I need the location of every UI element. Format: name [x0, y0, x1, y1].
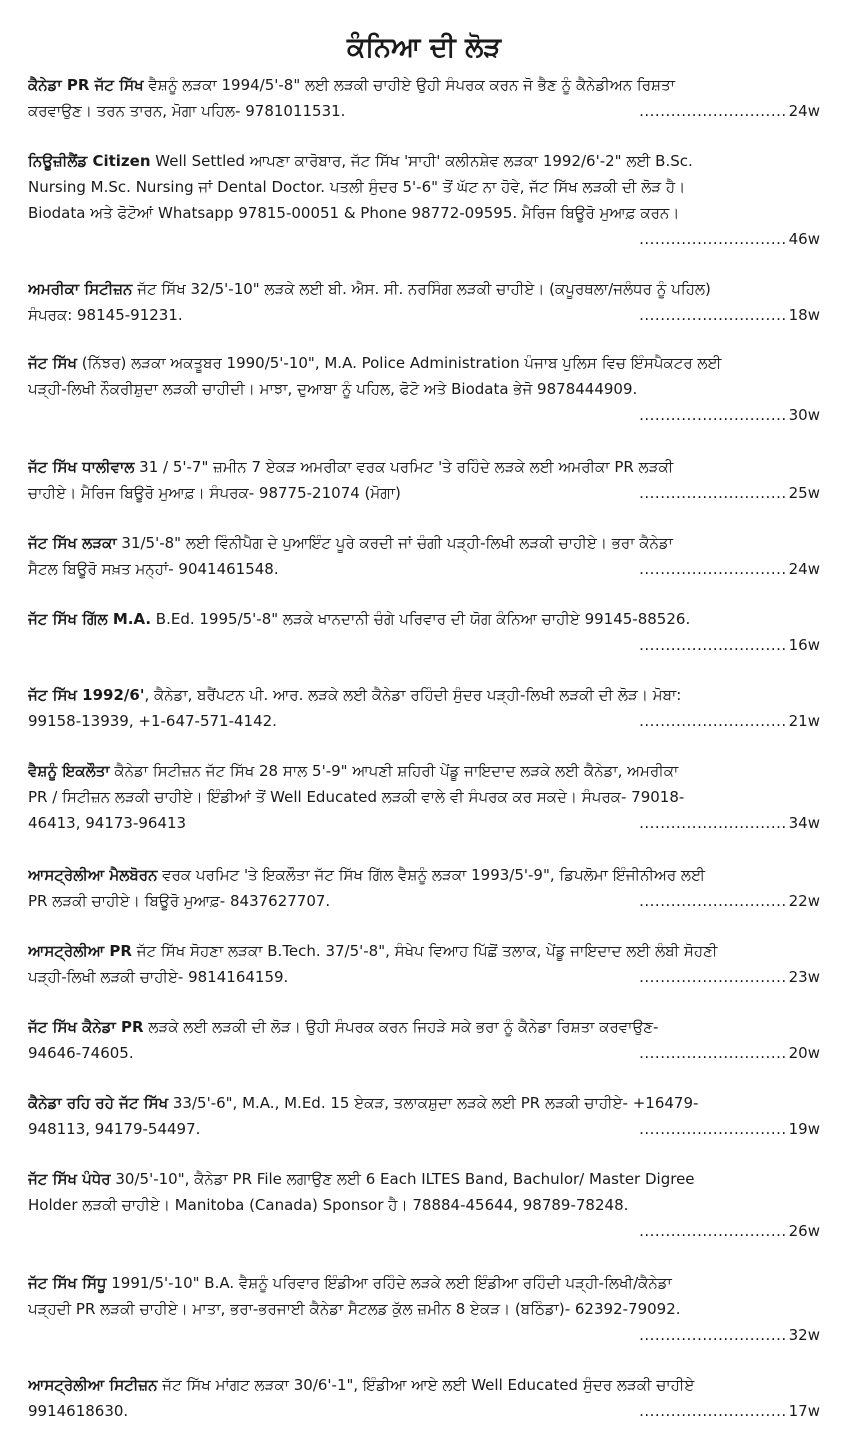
listing-code-value: 25w [788, 484, 820, 502]
listing-text: 30/5'-10", ਕੈਨੇਡਾ PR File ਲਗਾਉਣ ਲਈ 6 Each ILTES Band, Bachulor/ Master Digree [110, 1170, 695, 1188]
dot-leader: ............................ [639, 230, 787, 248]
listing-code [28, 1322, 820, 1348]
listing-last-line [28, 1116, 820, 1142]
listing-text: 33/5'-6", M.A., M.Ed. 15 ਏਕੜ, ਤਲਾਕਸ਼ੁਦਾ ਲੜਕੇ ਲਈ PR ਲੜਕੀ ਚਾਹੀਏ- +16479- [168, 1094, 699, 1112]
listing-first-line [28, 350, 820, 376]
listing-text: 99158-13939, +1-647-571-4142. [28, 712, 277, 730]
listing-code-value: 34w [788, 814, 820, 832]
dot-leader: ............................ [639, 560, 787, 578]
listing-code [639, 1398, 820, 1424]
listing-text: ਵੈਸ਼ਨੂੰ ਲੜਕਾ 1994/5'-8" ਲਈ ਲੜਕੀ ਚਾਹੀਏ ਉਹੀ ਸੰਪਰਕ ਕਰਨ ਜੋ ਭੈਣ ਨੂੰ ਕੈਨੇਡੀਅਨ ਰਿਸ਼ਤਾ [143, 76, 675, 94]
listing-first-line [28, 1166, 820, 1192]
dot-leader: ............................ [639, 712, 787, 730]
listing-first-line [28, 938, 820, 964]
listing-first-line [28, 276, 820, 302]
listing-text: 31/5'-8" ਲਈ ਵਿੰਨੀਪੈਗ ਦੇ ਪੁਆਇੰਟ ਪੂਰੇ ਕਰਦੀ ਜਾਂ ਚੰਗੀ ਪੜ੍ਹੀ-ਲਿਖੀ ਲੜਕੀ ਚਾਹੀਏ। ਭਰਾ ਕੈਨੇਡਾ [116, 534, 673, 552]
listing [28, 1372, 820, 1424]
listing-lead: ਜੱਟ ਸਿੱਖ ਗਿੱਲ M.A. [28, 610, 152, 628]
listing-text: PR ਲੜਕੀ ਚਾਹੀਏ। ਬਿਊਰੋ ਮੁਆਫ਼- 8437627707. [28, 892, 331, 910]
listing-last-line [28, 810, 820, 836]
listing-code [639, 480, 820, 506]
listing [28, 862, 820, 914]
listing [28, 1090, 820, 1142]
listing [28, 350, 820, 428]
listing-text: ਚਾਹੀਏ। ਮੈਰਿਜ ਬਿਊਰੋ ਮੁਆਫ਼। ਸੰਪਰਕ- 98775-21074 (ਮੋਗਾ) [28, 484, 401, 502]
listing-first-line [28, 682, 820, 708]
dot-leader: ............................ [639, 892, 787, 910]
dot-leader: ............................ [639, 1044, 787, 1062]
listing [28, 1270, 820, 1348]
listing-text: Well Settled ਆਪਣਾ ਕਾਰੋਬਾਰ, ਜੱਟ ਸਿੱਖ 'ਸਾਹੀ' ਕਲੀਨਸ਼ੇਵ ਲੜਕਾ 1992/6'-2" ਲਈ B.Sc. [150, 152, 693, 170]
listing-code [639, 964, 820, 990]
listing-text: Nursing M.Sc. Nursing ਜਾਂ Dental Doctor. ਪਤਲੀ ਸੁੰਦਰ 5'-6" ਤੋਂ ਘੱਟ ਨਾ ਹੋਵੇ, ਜੱਟ ਸਿੱਖ ਲੜਕੀ ਦੀ ਲੋੜ ਹੈ। [28, 178, 686, 196]
listing-text: ਸੰਪਰਕ: 98145-91231. [28, 306, 183, 324]
listing [28, 1166, 820, 1244]
listing-last-line [28, 302, 820, 328]
listing-code-value: 19w [788, 1120, 820, 1138]
dot-leader: ............................ [639, 306, 787, 324]
listing-code [639, 888, 820, 914]
listing-code [28, 1218, 820, 1244]
listing-text: 94646-74605. [28, 1044, 134, 1062]
listing-code-value: 26w [788, 1222, 820, 1240]
listing-text: ਕੈਨੇਡਾ ਸਿਟੀਜ਼ਨ ਜੱਟ ਸਿੱਖ 28 ਸਾਲ 5'-9" ਆਪਣੀ ਸ਼ਹਿਰੀ ਪੇਂਡੂ ਜਾਇਦਾਦ ਲੜਕੇ ਲਈ ਕੈਨੇਡਾ, ਅਮਰੀਕਾ [109, 762, 679, 780]
listing-code-value: 30w [788, 406, 820, 424]
listing-lead: ਅਮਰੀਕਾ ਸਿਟੀਜ਼ਨ [28, 280, 133, 298]
listing-last-line [28, 556, 820, 582]
listing [28, 148, 820, 252]
listing-code-value: 23w [788, 968, 820, 986]
listing-text: 1991/5'-10" B.A. ਵੈਸ਼ਨੂੰ ਪਰਿਵਾਰ ਇੰਡੀਆ ਰਹਿੰਦੇ ਲੜਕੇ ਲਈ ਇੰਡੀਆ ਰਹਿੰਦੀ ਪੜ੍ਹੀ-ਲਿਖੀ/ਕੈਨੇਡਾ [106, 1274, 672, 1292]
listing [28, 938, 820, 990]
listing [28, 1014, 820, 1066]
listing-first-line [28, 1014, 820, 1040]
dot-leader: ............................ [639, 1222, 787, 1240]
dot-leader: ............................ [639, 636, 787, 654]
listing-text: ਪੜ੍ਹੀ-ਲਿਖੀ ਨੌਕਰੀਸ਼ੁਦਾ ਲੜਕੀ ਚਾਹੀਦੀ। ਮਾਝਾ, ਦੁਆਬਾ ਨੂੰ ਪਹਿਲ, ਫੋਟੋ ਅਤੇ Biodata ਭੇਜੋ 9878444909. [28, 380, 638, 398]
listing-line [28, 784, 820, 810]
listing [28, 606, 820, 658]
listing-code [639, 1116, 820, 1142]
listing-lead: ਜੱਟ ਸਿੱਖ ਲੜਕਾ [28, 534, 117, 552]
listing-text: 948113, 94179-54497. [28, 1120, 201, 1138]
listing-code [28, 632, 820, 658]
listing-code-value: 46w [788, 230, 820, 248]
listing-code [639, 556, 820, 582]
listing-text: PR / ਸਿਟੀਜ਼ਨ ਲੜਕੀ ਚਾਹੀਏ। ਇੰਡੀਆਂ ਤੋਂ Well Educated ਲੜਕੀ ਵਾਲੇ ਵੀ ਸੰਪਰਕ ਕਰ ਸਕਦੇ। ਸੰਪਰਕ- 79018- [28, 788, 685, 806]
listing-code-value: 18w [788, 306, 820, 324]
listing-lead: ਜੱਟ ਸਿੱਖ ਸਿੱਧੂ [28, 1274, 107, 1292]
listing-text: Biodata ਅਤੇ ਫੋਟੋਆਂ Whatsapp 97815-00051 & Phone 98772-09595. ਮੈਰਿਜ ਬਿਊਰੋ ਮੁਆਫ਼ ਕਰਨ। [28, 204, 680, 222]
page-title: ਕੰਨਿਆ ਦੀ ਲੋੜ [346, 32, 502, 63]
listing-first-line [28, 530, 820, 556]
listing [28, 682, 820, 734]
listing-code [639, 708, 820, 734]
listing-code-value: 22w [788, 892, 820, 910]
listing-text: Holder ਲੜਕੀ ਚਾਹੀਏ। Manitoba (Canada) Sponsor ਹੈ। 78884-45644, 98789-78248. [28, 1196, 629, 1214]
listing-code-value: 21w [788, 712, 820, 730]
listing-code [639, 302, 820, 328]
listing-code [28, 402, 820, 428]
dot-leader: ............................ [639, 1120, 787, 1138]
listing-text: 9914618630. [28, 1402, 129, 1420]
listing-code-value: 20w [788, 1044, 820, 1062]
listing-lead: ਜੱਟ ਸਿੱਖ 1992/6' [28, 686, 145, 704]
listing-code-value: 24w [788, 560, 820, 578]
listing-text: ਵਰਕ ਪਰਮਿਟ 'ਤੇ ਇਕਲੌਤਾ ਜੱਟ ਸਿੱਖ ਗਿੱਲ ਵੈਸ਼ਨੂੰ ਲੜਕਾ 1993/5'-9", ਡਿਪਲੋਮਾ ਇੰਜੀਨੀਅਰ ਲਈ [157, 866, 705, 884]
listing-lead: ਜੱਟ ਸਿੱਖ ਧਾਲੀਵਾਲ [28, 458, 135, 476]
listing-last-line [28, 1040, 820, 1066]
listing-lead: ਕੈਨੇਡਾ ਰਹਿ ਰਹੇ ਜੱਟ ਸਿੱਖ [28, 1094, 169, 1112]
listing-code-value: 16w [788, 636, 820, 654]
listing-last-line [28, 480, 820, 506]
listing-first-line [28, 1270, 820, 1296]
dot-leader: ............................ [639, 814, 787, 832]
listing-code-value: 32w [788, 1326, 820, 1344]
dot-leader: ............................ [639, 1326, 787, 1344]
listing-code-value: 24w [788, 102, 820, 120]
listing-text: B.Ed. 1995/5'-8" ਲੜਕੇ ਖਾਨਦਾਨੀ ਚੰਗੇ ਪਰਿਵਾਰ ਦੀ ਯੋਗ ਕੰਨਿਆ ਚਾਹੀਏ 99145-88526. [151, 610, 691, 628]
listing-lead: ਆਸਟ੍ਰੇਲੀਆ PR [28, 942, 132, 960]
listing-line [28, 376, 820, 402]
listing-text: ਜੱਟ ਸਿੱਖ 32/5'-10" ਲੜਕੇ ਲਈ ਬੀ. ਐਸ. ਸੀ. ਨਰਸਿੰਗ ਲੜਕੀ ਚਾਹੀਏ। (ਕਪੂਰਥਲਾ/ਜਲੰਧਰ ਨੂੰ ਪਹਿਲ) [132, 280, 711, 298]
listing-last-line [28, 708, 820, 734]
listing-lead: ਆਸਟ੍ਰੇਲੀਆ ਮੈਲਬੋਰਨ [28, 866, 158, 884]
dot-leader: ............................ [639, 968, 787, 986]
listing [28, 72, 820, 124]
listing-first-line [28, 148, 820, 174]
listing [28, 530, 820, 582]
listing-lead: ਕੈਨੇਡਾ PR ਜੱਟ ਸਿੱਖ [28, 76, 144, 94]
listing-text: ਲੜਕੇ ਲਈ ਲੜਕੀ ਦੀ ਲੋੜ। ਉਹੀ ਸੰਪਰਕ ਕਰਨ ਜਿਹੜੇ ਸਕੇ ਭਰਾ ਨੂੰ ਕੈਨੇਡਾ ਰਿਸ਼ਤਾ ਕਰਵਾਉਣ- [143, 1018, 659, 1036]
listing-text: ਪੜ੍ਹੀ-ਲਿਖੀ ਲੜਕੀ ਚਾਹੀਏ- 9814164159. [28, 968, 289, 986]
listing [28, 454, 820, 506]
listing-lead: ਜੱਟ ਸਿੱਖ ਪੰਧੇਰ [28, 1170, 111, 1188]
listing-line [28, 200, 820, 226]
listing-lead: ਆਸਟ੍ਰੇਲੀਆ ਸਿਟੀਜ਼ਨ [28, 1376, 158, 1394]
listing-code [639, 810, 820, 836]
listing-first-line [28, 1372, 820, 1398]
listing-lead: ਨਿਊਜ਼ੀਲੈਂਡ Citizen [28, 152, 151, 170]
listing-text: ਸੈਟਲ ਬਿਊਰੋ ਸਖ਼ਤ ਮਨ੍ਹਾਂ- 9041461548. [28, 560, 279, 578]
listing [28, 758, 820, 836]
listing-last-line [28, 98, 820, 124]
dot-leader: ............................ [639, 1402, 787, 1420]
listing [28, 276, 820, 328]
listing-last-line [28, 1398, 820, 1424]
listing-first-line [28, 606, 820, 632]
listing-first-line [28, 758, 820, 784]
dot-leader: ............................ [639, 102, 787, 120]
listing-code [28, 226, 820, 252]
listing-first-line [28, 862, 820, 888]
listing-code-value: 17w [788, 1402, 820, 1420]
listing-text: ਜੱਟ ਸਿੱਖ ਮਾਂਗਟ ਲੜਕਾ 30/6'-1", ਇੰਡੀਆ ਆਏ ਲਈ Well Educated ਸੁੰਦਰ ਲੜਕੀ ਚਾਹੀਏ [157, 1376, 695, 1394]
listing-lead: ਜੱਟ ਸਿੱਖ [28, 354, 77, 372]
listing-last-line [28, 964, 820, 990]
listing-text: (ਨਿੱਝਰ) ਲੜਕਾ ਅਕਤੂਬਰ 1990/5'-10", M.A. Police Administration ਪੰਜਾਬ ਪੁਲਿਸ ਵਿਚ ਇੰਸਪੈਕਟਰ ਲਈ [76, 354, 722, 372]
listing-text: 46413, 94173-96413 [28, 814, 187, 832]
listing-text: ਪੜ੍ਹਦੀ PR ਲੜਕੀ ਚਾਹੀਏ। ਮਾਤਾ, ਭਰਾ-ਭਰਜਾਈ ਕੈਨੇਡਾ ਸੈਟਲਡ ਕੁੱਲ ਜ਼ਮੀਨ 8 ਏਕੜ। (ਬਠਿੰਡਾ)- 62392-79092. [28, 1300, 681, 1318]
listing-last-line [28, 888, 820, 914]
listing-code [639, 98, 820, 124]
listing-code [639, 1040, 820, 1066]
listing-lead: ਜੱਟ ਸਿੱਖ ਕੈਨੇਡਾ PR [28, 1018, 144, 1036]
listing-first-line [28, 72, 820, 98]
listing-text: ਕਰਵਾਉਣ। ਤਰਨ ਤਾਰਨ, ਮੋਗਾ ਪਹਿਲ- 9781011531. [28, 102, 346, 120]
dot-leader: ............................ [639, 406, 787, 424]
listing-line [28, 1296, 820, 1322]
listing-line [28, 1192, 820, 1218]
listing-text: 31 / 5'-7" ਜ਼ਮੀਨ 7 ਏਕੜ ਅਮਰੀਕਾ ਵਰਕ ਪਰਮਿਟ 'ਤੇ ਰਹਿੰਦੇ ਲੜਕੇ ਲਈ ਅਮਰੀਕਾ PR ਲੜਕੀ [134, 458, 674, 476]
dot-leader: ............................ [639, 484, 787, 502]
listing-first-line [28, 1090, 820, 1116]
listing-first-line [28, 454, 820, 480]
listing-text: , ਕੈਨੇਡਾ, ਬਰੈਂਪਟਨ ਪੀ. ਆਰ. ਲੜਕੇ ਲਈ ਕੈਨੇਡਾ ਰਹਿੰਦੀ ਸੁੰਦਰ ਪੜ੍ਹੀ-ਲਿਖੀ ਲੜਕੀ ਦੀ ਲੋੜ। ਮੋਬਾ: [144, 686, 682, 704]
listing-text: ਜੱਟ ਸਿੱਖ ਸੋਹਣਾ ਲੜਕਾ B.Tech. 37/5'-8", ਸੰਖੇਪ ਵਿਆਹ ਪਿੱਛੋਂ ਤਲਾਕ, ਪੇਂਡੂ ਜਾਇਦਾਦ ਲਈ ਲੰਬੀ ਸੋਹਣੀ [131, 942, 718, 960]
listing-lead: ਵੈਸ਼ਨੂੰ ਇਕਲੌਤਾ [28, 762, 110, 780]
listing-line [28, 174, 820, 200]
